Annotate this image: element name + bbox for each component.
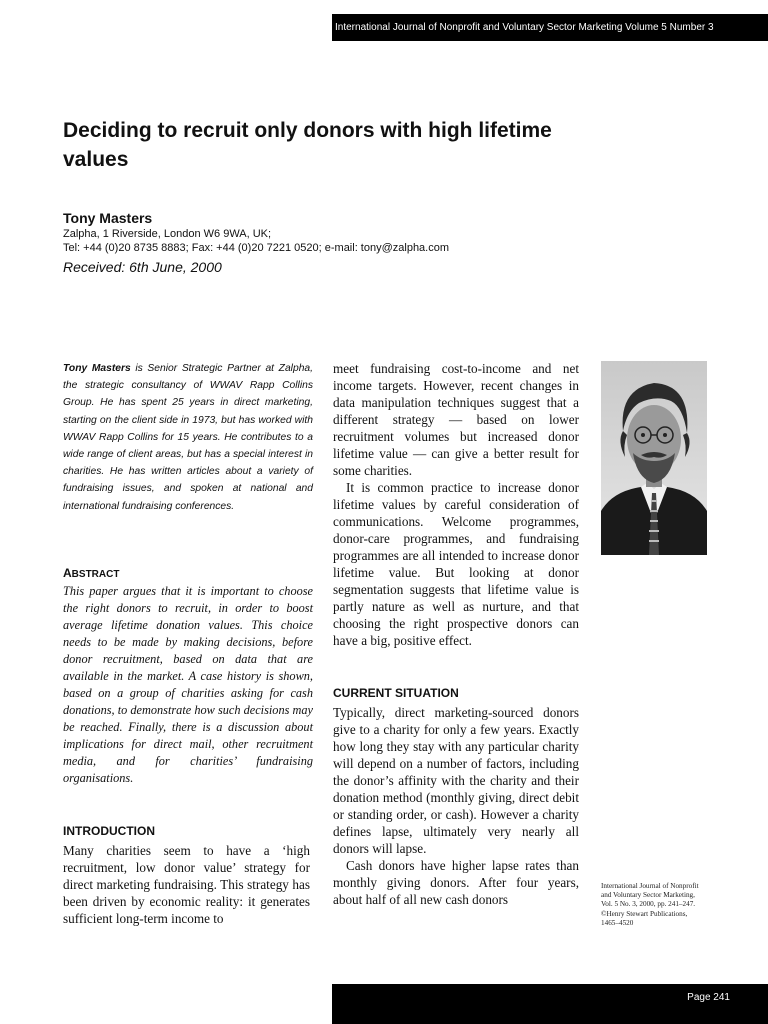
- bio-text: is Senior Strategic Partner at Zalpha, the strategic consultancy of WWAV Rapp Collins Group. He has spent 25 years in direct marketing, starting on the client side in 1973, but has worked with WWAV Rapp Collins for 15 years. He contributes to a wide range of client areas, but has a special interest in charities. He has written articles about a variety of fundraising issues, and spoken at national and international fundraising conferences.: [63, 363, 314, 512]
- citation-note: [601, 882, 711, 928]
- author-bio: [63, 360, 313, 515]
- abstract-heading-initial: A: [63, 566, 72, 580]
- introduction-paragraph: Many charities seem to have a ‘high recruitment, low donor value’ strategy for direct marketing fundraising. This strategy has been driven by economic reality: it generates sufficient long-term income to: [63, 843, 310, 926]
- author-photo: [601, 361, 707, 555]
- abstract-heading: [63, 566, 119, 580]
- bio-name: Tony Masters: [63, 363, 131, 374]
- introduction-text-block: [63, 842, 310, 927]
- column2-paragraph-3: Typically, direct marketing-sourced donors give to a charity for only a few years. Exactly how long they stay with any particular charity will depend on a number of factors, including the donor’s affinity with the charity and their donation method (monthly giving, direct debit or standing order, or cash). However a charity defines lapse, ultimately very nearly all donors will lapse.: [333, 705, 579, 856]
- introduction-heading: INTRODUCTION: [63, 824, 155, 838]
- column2-upper-block: [333, 360, 579, 649]
- article-title: Deciding to recruit only donors with high lifetime values: [63, 119, 552, 171]
- author-name: Tony Masters: [63, 210, 153, 226]
- author-affiliation: [63, 227, 449, 255]
- citation-line-2: and Voluntary Sector Marketing,: [601, 891, 695, 900]
- author-portrait-image: [601, 361, 707, 555]
- journal-header-bar: [332, 14, 768, 41]
- column2-paragraph-1: meet fundraising cost-to-income and net income targets. However, recent changes in data manipulation techniques suggest that a different strategy — based on lower recruitment volumes but increased donor lifetime value — can give a better result for some charities.: [333, 361, 579, 478]
- citation-line-5: 1465–4520: [601, 918, 634, 927]
- affiliation-line-1: Zalpha, 1 Riverside, London W6 9WA, UK;: [63, 228, 272, 240]
- column2-paragraph-2: It is common practice to increase donor lifetime values by careful consideration of communications. Welcome programmes, donor-care programmes, and fundraising programmes are all intended to increase donor lifetime value. But looking at donor segmentation suggests that lifetime value is partly nature as well as nurture, and that choosing the right prospective donors can have a big, positive effect.: [333, 480, 579, 648]
- affiliation-line-2: Tel: +44 (0)20 8735 8883; Fax: +44 (0)20 7221 0520; e-mail: tony@zalpha.com: [63, 242, 450, 254]
- citation-line-3: Vol. 5 No. 3, 2000, pp. 241–247.: [601, 900, 696, 909]
- footer-bar: [332, 984, 768, 1024]
- citation-line-4: ©Henry Stewart Publications,: [601, 909, 688, 918]
- abstract-text: This paper argues that it is important to choose the right donors to recruit, in order to boost average lifetime donation values. This choice needs to be made by making decisions, before donor recruitment, based on data that are available in the market. A case history is shown, based on a group of charities asking for cash donations, to demonstrate how such decisions may be reached. Finally, there is a discussion about implications for direct mail, other recruitment media, and for charities’ fundraising organisations.: [63, 584, 313, 785]
- abstract-heading-rest: BSTRACT: [71, 569, 120, 580]
- citation-line-1: International Journal of Nonprofit: [601, 882, 699, 890]
- received-date: Received: 6th June, 2000: [63, 259, 222, 275]
- column2-paragraph-4: Cash donors have higher lapse rates than monthly giving donors. After four years, about half of all new cash donors: [333, 858, 579, 907]
- journal-line: International Journal of Nonprofit and Voluntary Sector Marketing Volume 5 Number 3: [335, 22, 714, 33]
- column2-lower-block: [333, 704, 579, 908]
- page-number: Page 241: [687, 992, 730, 1003]
- current-situation-heading: CURRENT SITUATION: [333, 686, 459, 700]
